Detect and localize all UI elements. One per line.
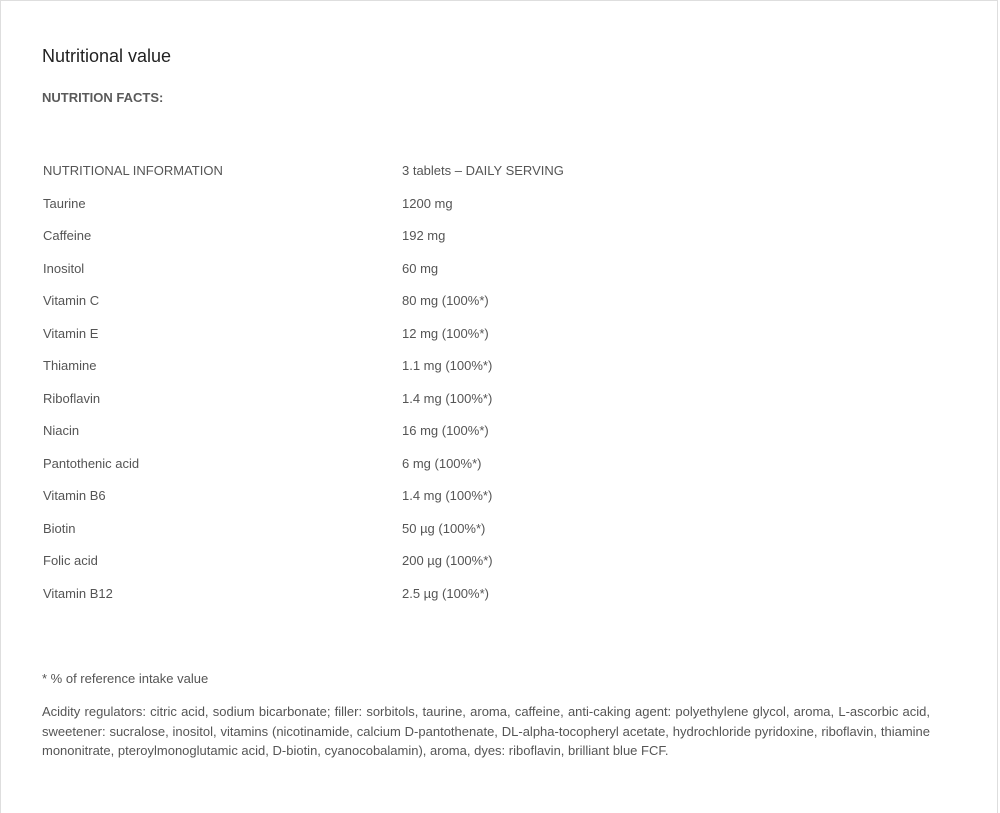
nutrition-table-body [42, 155, 702, 610]
nutrient-name: Vitamin E [43, 325, 99, 341]
nutrient-value: 6 mg (100%*) [402, 455, 482, 471]
nutrient-value: 1.4 mg (100%*) [402, 488, 493, 504]
nutrient-name: Vitamin C [43, 293, 100, 309]
header-value-cell: 3 tablets – DAILY SERVING [402, 163, 564, 179]
nutrient-value: 1.4 mg (100%*) [402, 390, 493, 406]
table-row [42, 383, 702, 416]
ingredients-text: Acidity regulators: citric acid, sodium bicarbonate; filler: sorbitols, taurine, aroma, caffeine, anti-caking agent: polyethylene glycol, aroma, L-ascorbic acid, sweetener: sucralose, inositol, vitamins (nicotinamide, calcium D-pantothenate, DL-alpha-tocopheryl acetate, hydrochloride pyridoxine, riboflavin, thiamine mononitrate, pteroylmonoglutamic acid, D-biotin, cyanocobalamin), aroma, dyes: riboflavin, brilliant blue FCF. [42, 704, 930, 758]
nutrient-name: Niacin [43, 423, 80, 439]
nutrient-name: Vitamin B6 [43, 488, 106, 504]
nutrition-facts-heading: NUTRITION FACTS: [42, 90, 164, 105]
nutrient-name: Biotin [43, 520, 76, 536]
nutrient-value: 60 mg [402, 260, 439, 276]
table-row [42, 448, 702, 481]
table-row [42, 253, 702, 286]
table-row [42, 415, 702, 448]
nutrient-name: Riboflavin [43, 390, 101, 406]
table-header-row [42, 155, 702, 188]
table-row [42, 285, 702, 318]
nutrient-name: Thiamine [43, 358, 97, 374]
section-title: Nutritional value [42, 46, 172, 66]
nutrient-name: Pantothenic acid [43, 455, 140, 471]
table-row [42, 220, 702, 253]
nutrient-value: 50 µg (100%*) [402, 520, 486, 536]
table-row [42, 480, 702, 513]
nutrient-value: 192 mg [402, 228, 446, 244]
nutrient-name: Vitamin B12 [43, 585, 113, 601]
nutrient-name: Folic acid [43, 553, 98, 569]
nutrient-value: 200 µg (100%*) [402, 553, 493, 569]
table-row [42, 350, 702, 383]
reference-intake-footnote: * % of reference intake value [42, 671, 209, 686]
nutrient-value: 2.5 µg (100%*) [402, 585, 489, 601]
nutrient-name: Taurine [43, 195, 86, 211]
nutrition-table [42, 155, 702, 610]
table-row [42, 578, 702, 611]
table-row [42, 545, 702, 578]
table-row [42, 188, 702, 221]
nutrient-value: 12 mg (100%*) [402, 325, 489, 341]
nutrient-value: 1.1 mg (100%*) [402, 358, 493, 374]
table-row [42, 318, 702, 351]
header-name-cell: NUTRITIONAL INFORMATION [43, 163, 223, 179]
nutrient-name: Inositol [43, 260, 85, 276]
nutrient-value: 80 mg (100%*) [402, 293, 489, 309]
nutrient-value: 16 mg (100%*) [402, 423, 489, 439]
table-row [42, 513, 702, 546]
nutrient-value: 1200 mg [402, 195, 453, 211]
nutrient-name: Caffeine [43, 228, 92, 244]
